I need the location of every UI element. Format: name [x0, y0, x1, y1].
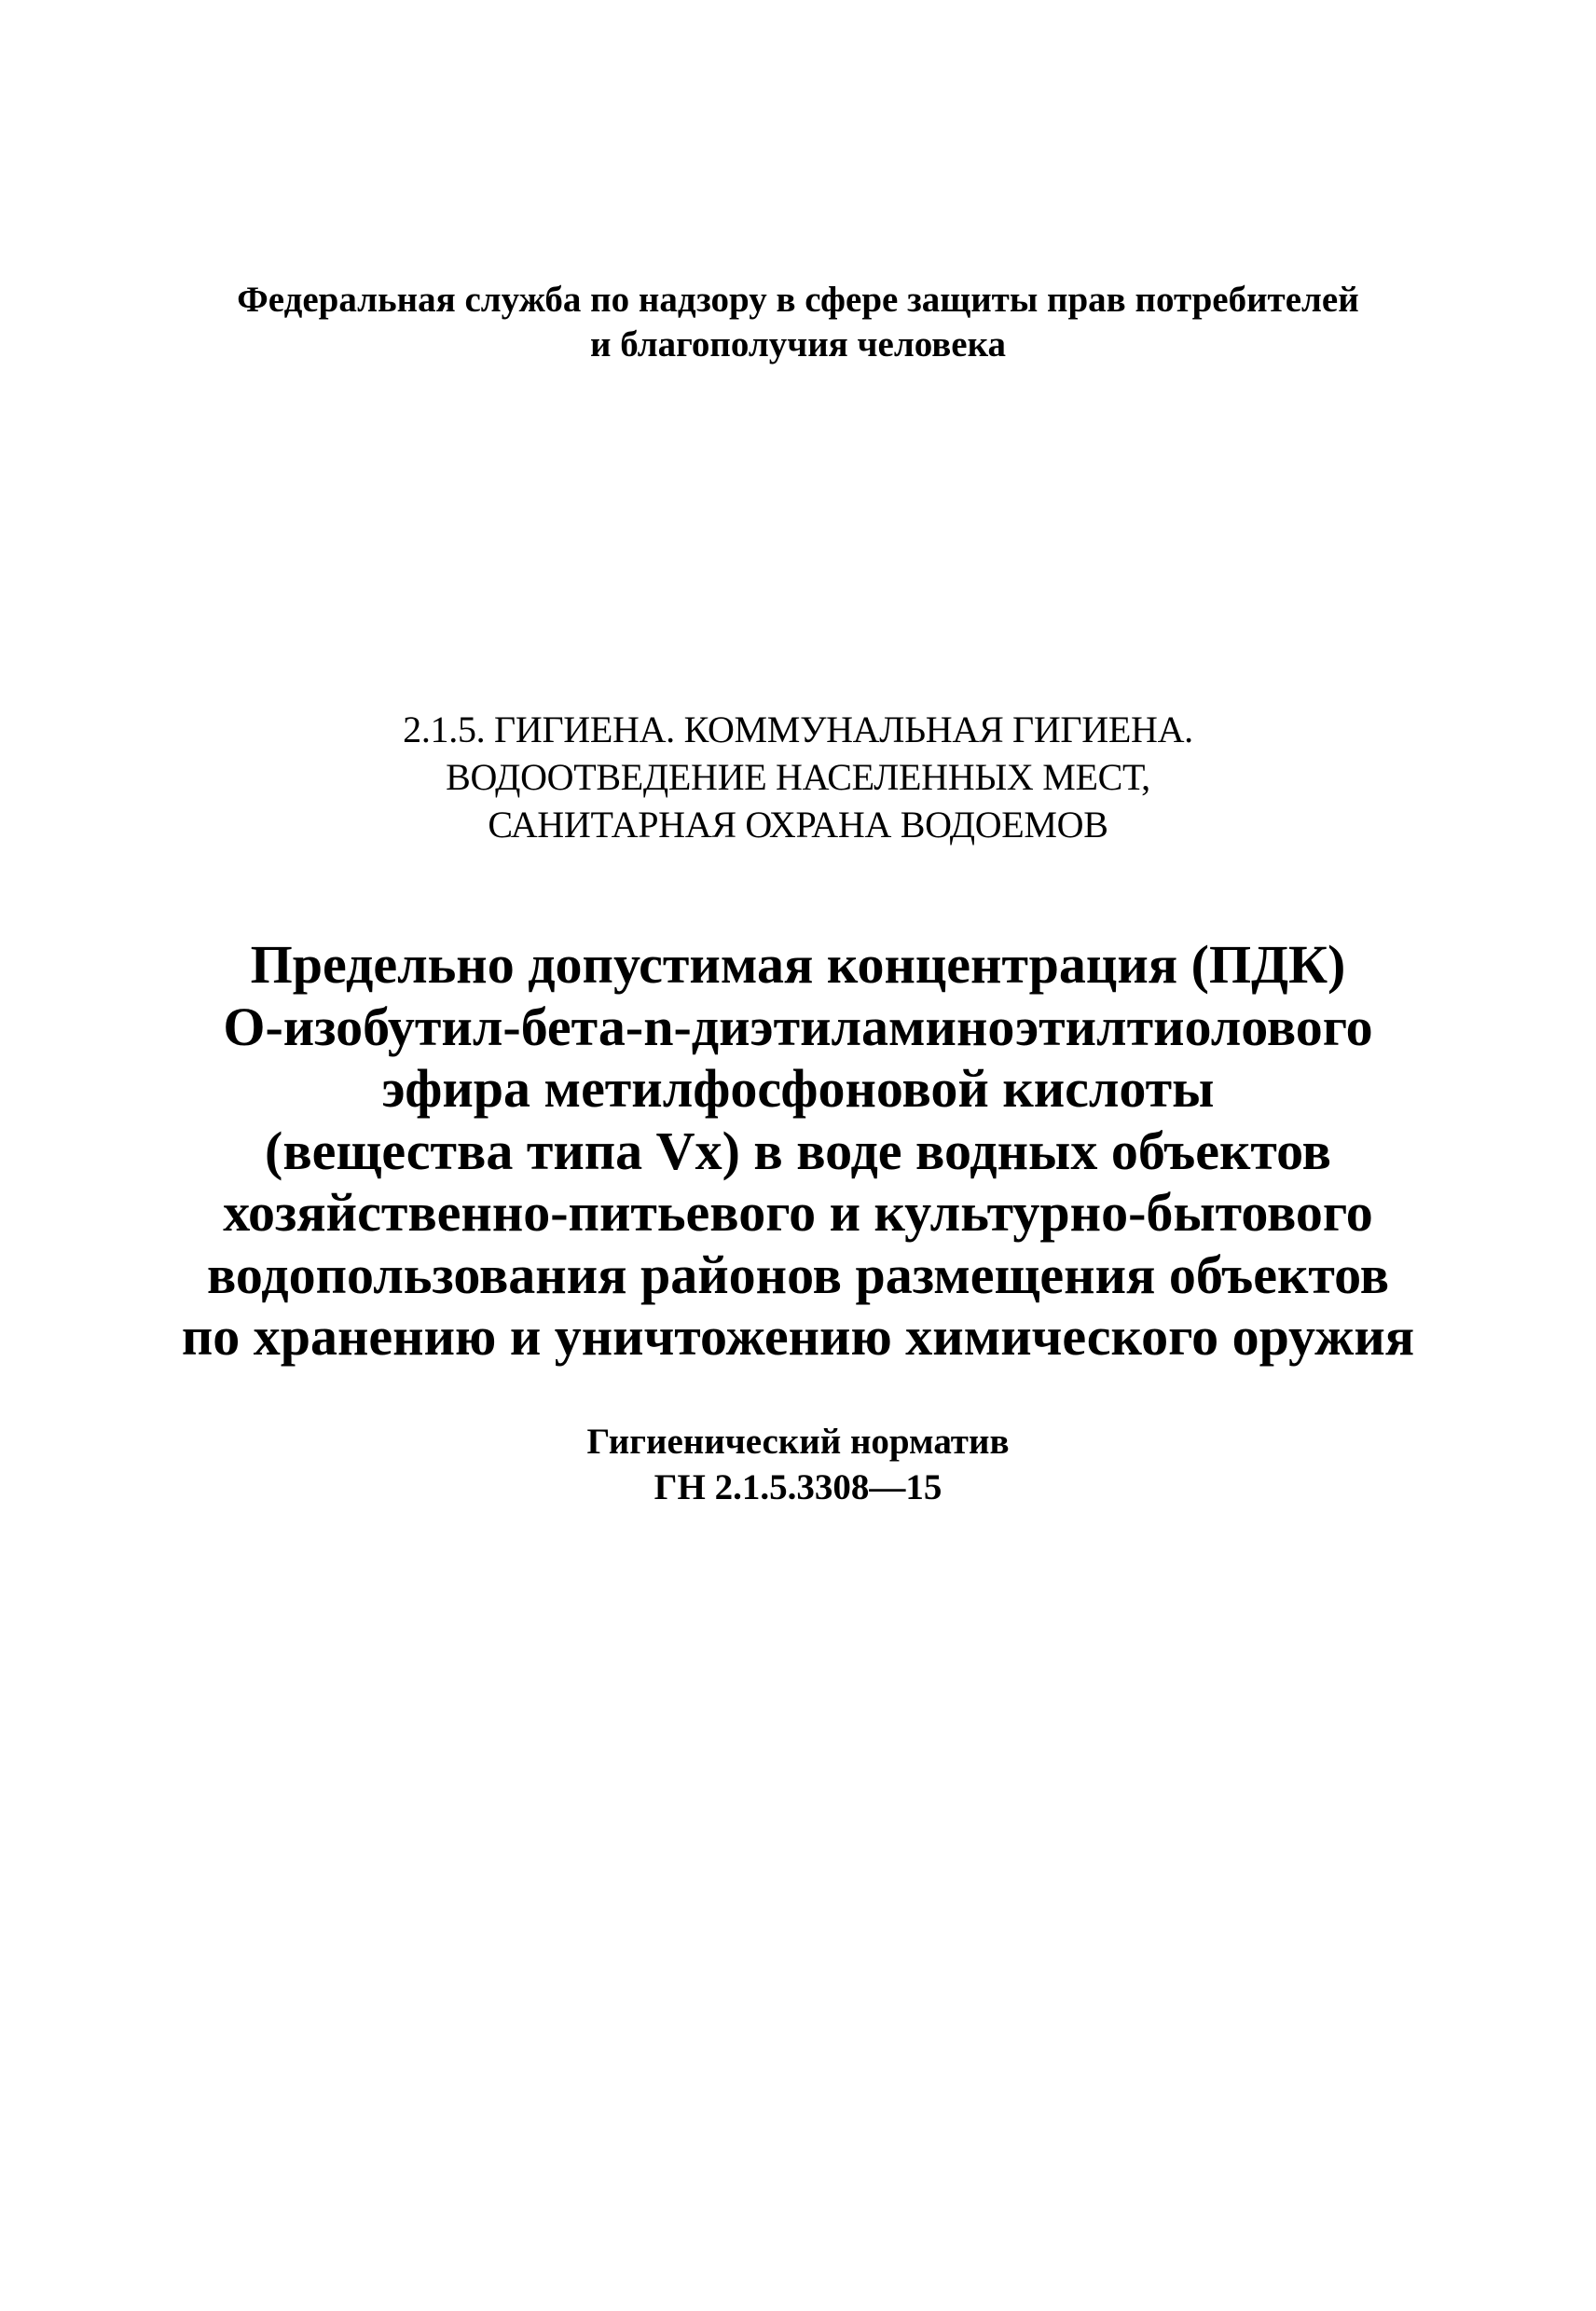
agency-line-2: и благополучия человека: [590, 324, 1006, 365]
norm-designation: [0, 1419, 1596, 1510]
title-line-4: (вещества типа Vx) в воде водных объектов: [265, 1120, 1331, 1181]
document-title: [0, 934, 1596, 1369]
title-line-6: водопользования районов размещения объектов: [206, 1244, 1390, 1305]
section-heading: [0, 706, 1596, 848]
title-line-7: по хранению и уничтожению химического оружия: [181, 1306, 1415, 1367]
title-line-2: О-изобутил-бета-n-диэтиламиноэтилтиолового: [223, 996, 1373, 1057]
agency-heading: [0, 278, 1596, 367]
section-line-1: 2.1.5. ГИГИЕНА. КОММУНАЛЬНАЯ ГИГИЕНА.: [403, 708, 1193, 750]
agency-line-1: Федеральная служба по надзору в сфере защиты прав потребителей: [237, 280, 1359, 320]
section-line-3: САНИТАРНАЯ ОХРАНА ВОДОЕМОВ: [488, 804, 1108, 846]
norm-code: ГН 2.1.5.3308—15: [654, 1467, 942, 1507]
title-line-3: эфира метилфосфоновой кислоты: [381, 1058, 1215, 1119]
title-line-1: Предельно допустимая концентрация (ПДК): [250, 934, 1346, 995]
section-line-2: ВОДООТВЕДЕНИЕ НАСЕЛЕННЫХ МЕСТ,: [446, 756, 1150, 798]
title-line-5: хозяйственно-питьевого и культурно-бытового: [223, 1182, 1373, 1243]
norm-type: Гигиенический норматив: [586, 1422, 1010, 1462]
